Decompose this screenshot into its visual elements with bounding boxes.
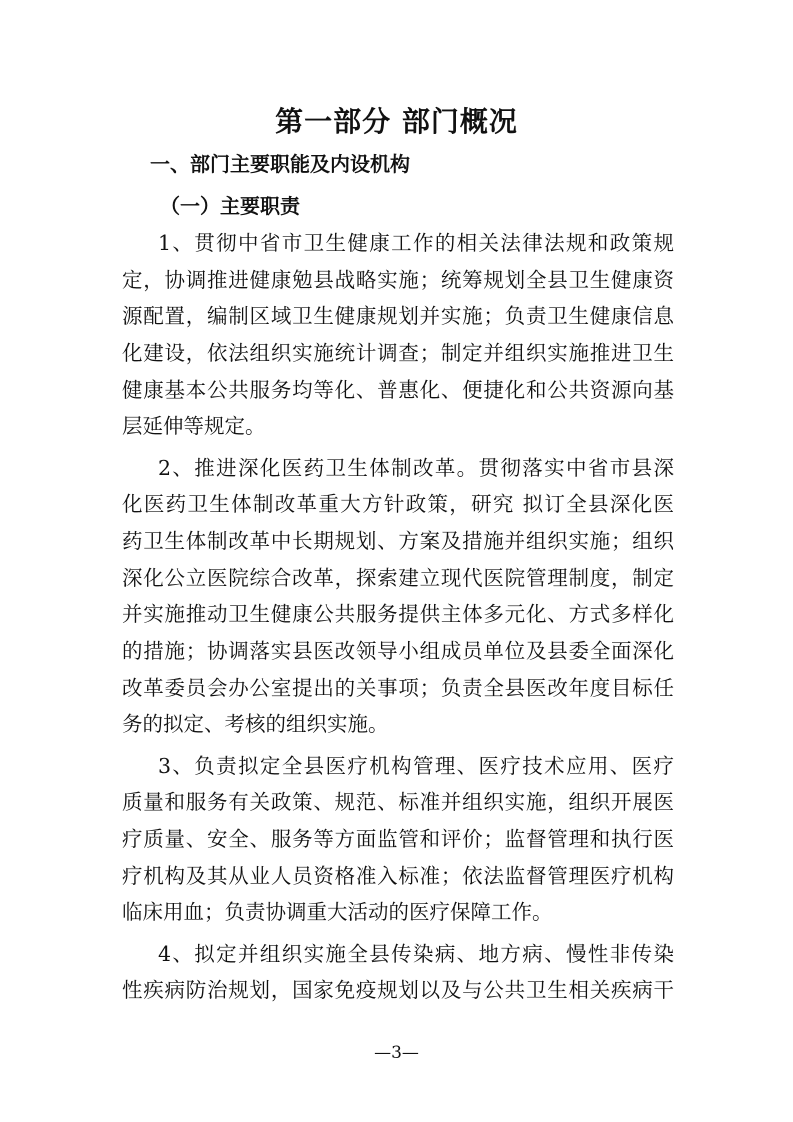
text-line: 定，协调推进健康勉县战略实施；统筹规划全县卫生健康资 — [122, 267, 674, 292]
paragraph — [122, 748, 674, 931]
text-line: 临床用血；负责协调重大活动的医疗保障工作。 — [122, 900, 553, 925]
text-line: 1、贯彻中省市卫生健康工作的相关法律法规和政策规 — [158, 231, 674, 255]
text-line: 务的拟定、考核的组织实施。 — [122, 712, 389, 737]
text-line: 3、负责拟定全县医疗机构管理、医疗技术应用、医疗 — [158, 753, 674, 778]
section-heading: 一、部门主要职能及内设机构 — [150, 152, 410, 176]
text-line: 质量和服务有关政策、规范、标准并组织实施，组织开展医 — [122, 790, 674, 815]
text-line: 2、推进深化医药卫生体制改革。贯彻落实中省市县深 — [158, 455, 674, 480]
text-line: 疗机构及其从业人员资格准入标准；依法监督管理医疗机构 — [122, 863, 674, 888]
text-line: 4、拟定并组织实施全县传染病、地方病、慢性非传染 — [158, 941, 674, 966]
document-body — [122, 225, 674, 1013]
text-line: 化医药卫生体制改革重大方针政策，研究 拟订全县深化医 — [122, 492, 674, 517]
text-line: 改革委员会办公室提出的关事项；负责全县医改年度目标任 — [122, 675, 674, 700]
paragraph — [122, 450, 674, 744]
page-title: 第一部分 部门概况 — [275, 105, 518, 138]
text-line: 并实施推动卫生健康公共服务提供主体多元化、方式多样化 — [122, 602, 674, 627]
text-line: 源配置，编制区域卫生健康规划并实施；负责卫生健康信息 — [122, 304, 674, 329]
text-line: 性疾病防治规划，国家免疫规划以及与公共卫生相关疾病干 — [122, 978, 674, 1003]
text-line: 化建设，依法组织实施统计调查；制定并组织实施推进卫生 — [122, 341, 674, 366]
paragraph — [122, 936, 674, 1009]
page-number: —3— — [374, 1043, 419, 1063]
subsection-heading: （一）主要职责 — [160, 194, 300, 218]
text-line: 药卫生体制改革中长期规划、方案及措施并组织实施；组织 — [122, 529, 674, 553]
text-line: 健康基本公共服务均等化、普惠化、便捷化和公共资源向基 — [122, 377, 674, 402]
text-line: 的措施；协调落实县医改领导小组成员单位及县委全面深化 — [122, 639, 674, 664]
text-line: 深化公立医院综合改革，探索建立现代医院管理制度，制定 — [122, 565, 674, 590]
text-line: 层延伸等规定。 — [122, 414, 266, 439]
text-line: 疗质量、安全、服务等方面监管和评价；监督管理和执行医 — [122, 827, 674, 851]
paragraph — [122, 225, 674, 445]
